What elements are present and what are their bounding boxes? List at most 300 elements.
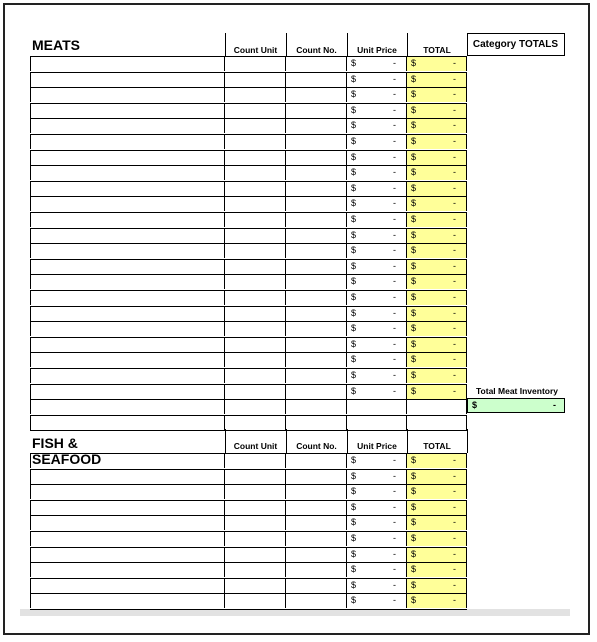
count-unit-cell[interactable]: [225, 453, 286, 468]
cell-value: -: [453, 338, 456, 349]
cell-value: -: [393, 167, 396, 178]
cell-value: -: [393, 595, 396, 606]
divider: [407, 429, 408, 453]
currency-symbol: $: [472, 400, 478, 410]
total-cell[interactable]: [407, 547, 467, 562]
count-unit-cell[interactable]: [225, 547, 286, 562]
cell-value: -: [453, 292, 456, 302]
currency-symbol: $: [411, 214, 417, 224]
total-cell[interactable]: [407, 368, 467, 383]
cell-value: -: [453, 323, 456, 334]
divider: [347, 33, 348, 56]
divider: [286, 33, 287, 56]
cell-value: -: [453, 136, 456, 146]
total-meat-inventory-label: Total Meat Inventory: [475, 386, 559, 396]
total-cell[interactable]: [407, 515, 467, 530]
currency-symbol: $: [351, 579, 357, 590]
currency-symbol: $: [351, 486, 357, 497]
total-cell[interactable]: [407, 274, 467, 289]
unit-price-cell[interactable]: [347, 337, 407, 352]
currency-symbol: $: [411, 338, 417, 349]
currency-symbol: $: [351, 548, 357, 559]
currency-symbol: $: [411, 182, 417, 193]
currency-symbol: $: [411, 167, 417, 178]
currency-symbol: $: [411, 548, 417, 559]
currency-symbol: $: [351, 470, 357, 481]
currency-symbol: $: [351, 58, 357, 68]
item-name-cell[interactable]: [30, 290, 225, 305]
divider: [286, 429, 287, 453]
count-no-cell[interactable]: [286, 415, 347, 430]
cell-value: -: [393, 455, 396, 465]
count-unit-cell[interactable]: [225, 337, 286, 352]
count-unit-cell[interactable]: [225, 368, 286, 383]
divider: [347, 429, 348, 453]
cell-value: -: [453, 307, 456, 318]
scrollbar[interactable]: [20, 609, 570, 616]
item-name-cell[interactable]: [30, 399, 225, 414]
count-unit-cell[interactable]: [225, 399, 286, 414]
currency-symbol: $: [351, 323, 357, 334]
cell-value: -: [453, 58, 456, 68]
count-unit-cell[interactable]: [225, 274, 286, 289]
unit-price-cell[interactable]: [347, 196, 407, 211]
count-unit-cell[interactable]: [225, 56, 286, 71]
count-unit-cell[interactable]: [225, 415, 286, 430]
cell-value: -: [393, 486, 396, 497]
cell-value: -: [393, 501, 396, 512]
currency-symbol: $: [411, 58, 417, 68]
total-cell[interactable]: [407, 72, 467, 87]
total-cell[interactable]: [407, 181, 467, 196]
fish-total-header: TOTAL: [423, 441, 451, 451]
item-name-cell[interactable]: [30, 103, 225, 118]
currency-symbol: $: [351, 229, 357, 240]
count-no-cell[interactable]: [286, 118, 347, 133]
item-name-cell[interactable]: [30, 515, 225, 530]
currency-symbol: $: [411, 579, 417, 590]
total-meat-inventory-value[interactable]: [467, 398, 565, 413]
cell-value: -: [453, 120, 456, 131]
count-unit-cell[interactable]: [225, 515, 286, 530]
item-name-cell[interactable]: [30, 56, 225, 71]
total-cell[interactable]: [407, 469, 467, 484]
total-cell[interactable]: [407, 453, 467, 468]
currency-symbol: $: [351, 104, 357, 115]
count-no-cell[interactable]: [286, 453, 347, 468]
total-cell[interactable]: [407, 212, 467, 227]
total-cell[interactable]: [407, 290, 467, 305]
unit-price-cell[interactable]: [347, 593, 407, 608]
meats-count-no-header: Count No.: [296, 45, 337, 55]
count-no-cell[interactable]: [286, 547, 347, 562]
cell-value: -: [453, 533, 456, 543]
count-unit-cell[interactable]: [225, 134, 286, 149]
count-unit-cell[interactable]: [225, 384, 286, 399]
cell-value: -: [393, 73, 396, 84]
count-no-cell[interactable]: [286, 469, 347, 484]
count-unit-cell[interactable]: [225, 228, 286, 243]
total-cell[interactable]: [407, 500, 467, 515]
currency-symbol: $: [411, 276, 417, 287]
currency-symbol: $: [411, 564, 417, 575]
cell-value: -: [393, 104, 396, 115]
currency-symbol: $: [351, 73, 357, 84]
unit-price-cell[interactable]: [347, 368, 407, 383]
cell-value: -: [393, 579, 396, 590]
item-name-cell[interactable]: [30, 352, 225, 367]
unit-price-cell[interactable]: [347, 352, 407, 367]
count-unit-cell[interactable]: [225, 562, 286, 577]
cell-value: -: [453, 214, 456, 224]
item-name-cell[interactable]: [30, 368, 225, 383]
item-name-cell[interactable]: [30, 72, 225, 87]
count-no-cell[interactable]: [286, 56, 347, 71]
currency-symbol: $: [411, 533, 417, 543]
total-cell[interactable]: [407, 593, 467, 608]
count-no-cell[interactable]: [286, 134, 347, 149]
currency-symbol: $: [411, 470, 417, 481]
cell-value: -: [393, 385, 396, 396]
currency-symbol: $: [351, 501, 357, 512]
total-cell[interactable]: [407, 384, 467, 399]
fish-unit-price-header: Unit Price: [357, 441, 397, 451]
cell-value: -: [393, 151, 396, 162]
currency-symbol: $: [351, 307, 357, 318]
total-cell[interactable]: [407, 196, 467, 211]
total-cell[interactable]: [407, 531, 467, 546]
item-name-cell[interactable]: [30, 165, 225, 180]
currency-symbol: $: [351, 338, 357, 349]
item-name-cell[interactable]: [30, 500, 225, 515]
total-cell[interactable]: [407, 337, 467, 352]
cell-value: -: [453, 89, 456, 100]
unit-price-cell[interactable]: [347, 259, 407, 274]
item-name-cell[interactable]: [30, 547, 225, 562]
currency-symbol: $: [351, 151, 357, 162]
cell-value: -: [453, 486, 456, 497]
count-no-cell[interactable]: [286, 259, 347, 274]
cell-value: -: [453, 564, 456, 575]
item-name-cell[interactable]: [30, 531, 225, 546]
count-unit-cell[interactable]: [225, 593, 286, 608]
unit-price-cell[interactable]: [347, 274, 407, 289]
cell-value: -: [393, 276, 396, 287]
unit-price-cell[interactable]: [347, 399, 407, 414]
cell-value: -: [393, 564, 396, 575]
cell-value: -: [453, 73, 456, 84]
total-cell[interactable]: [407, 150, 467, 165]
currency-symbol: $: [411, 151, 417, 162]
cell-value: -: [453, 470, 456, 481]
count-no-cell[interactable]: [286, 399, 347, 414]
currency-symbol: $: [351, 167, 357, 178]
currency-symbol: $: [351, 245, 357, 256]
cell-value: -: [453, 579, 456, 590]
count-no-cell[interactable]: [286, 150, 347, 165]
unit-price-cell[interactable]: [347, 500, 407, 515]
item-name-cell[interactable]: [30, 453, 225, 468]
cell-value: -: [393, 89, 396, 100]
unit-price-cell[interactable]: [347, 453, 407, 468]
cell-value: -: [393, 354, 396, 365]
total-cell[interactable]: [407, 321, 467, 336]
currency-symbol: $: [411, 486, 417, 497]
unit-price-cell[interactable]: [347, 72, 407, 87]
currency-symbol: $: [411, 89, 417, 100]
currency-symbol: $: [411, 73, 417, 84]
divider: [225, 33, 226, 56]
fish-count-unit-header: Count Unit: [233, 441, 278, 451]
currency-symbol: $: [411, 370, 417, 380]
count-no-cell[interactable]: [286, 337, 347, 352]
currency-symbol: $: [351, 214, 357, 224]
currency-symbol: $: [351, 517, 357, 528]
currency-symbol: $: [351, 370, 357, 380]
currency-symbol: $: [351, 354, 357, 365]
meats-count-unit-header: Count Unit: [233, 45, 278, 55]
cell-value: -: [393, 58, 396, 68]
unit-price-cell[interactable]: [347, 415, 407, 430]
unit-price-cell[interactable]: [347, 547, 407, 562]
total-cell[interactable]: [407, 165, 467, 180]
cell-value: -: [393, 214, 396, 224]
currency-symbol: $: [411, 307, 417, 318]
unit-price-cell[interactable]: [347, 384, 407, 399]
total-cell[interactable]: [407, 56, 467, 71]
count-unit-cell[interactable]: [225, 290, 286, 305]
count-unit-cell[interactable]: [225, 321, 286, 336]
item-name-cell[interactable]: [30, 243, 225, 258]
total-cell[interactable]: [407, 118, 467, 133]
count-unit-cell[interactable]: [225, 306, 286, 321]
unit-price-cell[interactable]: [347, 134, 407, 149]
count-no-cell[interactable]: [286, 384, 347, 399]
item-name-cell[interactable]: [30, 321, 225, 336]
currency-symbol: $: [411, 104, 417, 115]
cell-value: -: [393, 470, 396, 481]
total-cell[interactable]: [407, 87, 467, 102]
divider: [30, 430, 467, 431]
item-name-cell[interactable]: [30, 212, 225, 227]
unit-price-cell[interactable]: [347, 165, 407, 180]
currency-symbol: $: [411, 245, 417, 256]
cell-value: -: [393, 338, 396, 349]
currency-symbol: $: [351, 136, 357, 146]
total-cell[interactable]: [407, 399, 467, 414]
unit-price-cell[interactable]: [347, 243, 407, 258]
currency-symbol: $: [351, 89, 357, 100]
count-no-cell[interactable]: [286, 181, 347, 196]
cell-value: -: [393, 198, 396, 209]
count-no-cell[interactable]: [286, 290, 347, 305]
unit-price-cell[interactable]: [347, 56, 407, 71]
count-unit-cell[interactable]: [225, 72, 286, 87]
cell-value: -: [393, 245, 396, 256]
count-unit-cell[interactable]: [225, 212, 286, 227]
cell-value: -: [453, 455, 456, 465]
total-cell[interactable]: [407, 243, 467, 258]
cell-value: -: [453, 548, 456, 559]
cell-value: -: [393, 533, 396, 543]
currency-symbol: $: [411, 354, 417, 365]
currency-symbol: $: [411, 595, 417, 606]
count-no-cell[interactable]: [286, 243, 347, 258]
count-no-cell[interactable]: [286, 103, 347, 118]
unit-price-cell[interactable]: [347, 562, 407, 577]
count-no-cell[interactable]: [286, 368, 347, 383]
currency-symbol: $: [351, 276, 357, 287]
count-unit-cell[interactable]: [225, 469, 286, 484]
cell-value: -: [453, 370, 456, 380]
item-name-cell[interactable]: [30, 274, 225, 289]
unit-price-cell[interactable]: [347, 212, 407, 227]
cell-value: -: [453, 385, 456, 396]
item-name-cell[interactable]: [30, 384, 225, 399]
count-unit-cell[interactable]: [225, 531, 286, 546]
count-unit-cell[interactable]: [225, 578, 286, 593]
item-name-cell[interactable]: [30, 562, 225, 577]
currency-symbol: $: [411, 120, 417, 131]
item-name-cell[interactable]: [30, 306, 225, 321]
item-name-cell[interactable]: [30, 181, 225, 196]
total-cell[interactable]: [407, 306, 467, 321]
item-name-cell[interactable]: [30, 578, 225, 593]
count-unit-cell[interactable]: [225, 181, 286, 196]
cell-value: -: [393, 548, 396, 559]
cell-value: -: [393, 370, 396, 380]
item-name-cell[interactable]: [30, 87, 225, 102]
count-unit-cell[interactable]: [225, 103, 286, 118]
currency-symbol: $: [351, 385, 357, 396]
item-name-cell[interactable]: [30, 118, 225, 133]
item-name-cell[interactable]: [30, 259, 225, 274]
divider: [467, 429, 468, 453]
cell-value: -: [453, 198, 456, 209]
unit-price-cell[interactable]: [347, 118, 407, 133]
count-no-cell[interactable]: [286, 562, 347, 577]
unit-price-cell[interactable]: [347, 228, 407, 243]
category-totals-header: Category TOTALS: [467, 33, 565, 56]
count-no-cell[interactable]: [286, 484, 347, 499]
total-cell[interactable]: [407, 134, 467, 149]
total-cell[interactable]: [407, 562, 467, 577]
cell-value: -: [453, 595, 456, 606]
count-no-cell[interactable]: [286, 165, 347, 180]
item-name-cell[interactable]: [30, 469, 225, 484]
unit-price-cell[interactable]: [347, 150, 407, 165]
unit-price-cell[interactable]: [347, 306, 407, 321]
total-cell[interactable]: [407, 352, 467, 367]
count-no-cell[interactable]: [286, 593, 347, 608]
count-no-cell[interactable]: [286, 321, 347, 336]
currency-symbol: $: [411, 260, 417, 271]
count-no-cell[interactable]: [286, 228, 347, 243]
meats-title: MEATS: [32, 37, 80, 53]
count-unit-cell[interactable]: [225, 243, 286, 258]
count-unit-cell[interactable]: [225, 484, 286, 499]
item-name-cell[interactable]: [30, 196, 225, 211]
currency-symbol: $: [351, 260, 357, 271]
cell-value: -: [393, 260, 396, 271]
total-cell[interactable]: [407, 103, 467, 118]
count-no-cell[interactable]: [286, 578, 347, 593]
divider: [225, 429, 226, 453]
cell-value: -: [453, 182, 456, 193]
cell-value: -: [393, 182, 396, 193]
unit-price-cell[interactable]: [347, 469, 407, 484]
count-no-cell[interactable]: [286, 500, 347, 515]
fish-title: FISH & SEAFOOD: [32, 435, 102, 467]
currency-symbol: $: [411, 385, 417, 396]
cell-value: -: [453, 229, 456, 240]
currency-symbol: $: [351, 533, 357, 543]
count-no-cell[interactable]: [286, 531, 347, 546]
count-no-cell[interactable]: [286, 87, 347, 102]
unit-price-cell[interactable]: [347, 578, 407, 593]
unit-price-cell[interactable]: [347, 103, 407, 118]
unit-price-cell[interactable]: [347, 531, 407, 546]
currency-symbol: $: [411, 517, 417, 528]
total-cell[interactable]: [407, 228, 467, 243]
unit-price-cell[interactable]: [347, 484, 407, 499]
count-unit-cell[interactable]: [225, 259, 286, 274]
cell-value: -: [453, 276, 456, 287]
cell-value: -: [393, 517, 396, 528]
item-name-cell[interactable]: [30, 484, 225, 499]
count-no-cell[interactable]: [286, 212, 347, 227]
item-name-cell[interactable]: [30, 134, 225, 149]
currency-symbol: $: [351, 292, 357, 302]
count-unit-cell[interactable]: [225, 118, 286, 133]
currency-symbol: $: [411, 501, 417, 512]
total-cell[interactable]: [407, 578, 467, 593]
unit-price-cell[interactable]: [347, 87, 407, 102]
meats-unit-price-header: Unit Price: [357, 45, 397, 55]
count-no-cell[interactable]: [286, 515, 347, 530]
item-name-cell[interactable]: [30, 337, 225, 352]
count-unit-cell[interactable]: [225, 500, 286, 515]
unit-price-cell[interactable]: [347, 181, 407, 196]
cell-value: -: [453, 501, 456, 512]
total-cell[interactable]: [407, 415, 467, 430]
count-no-cell[interactable]: [286, 196, 347, 211]
cell-value: -: [393, 292, 396, 302]
unit-price-cell[interactable]: [347, 515, 407, 530]
count-unit-cell[interactable]: [225, 352, 286, 367]
total-cell[interactable]: [407, 484, 467, 499]
currency-symbol: $: [411, 229, 417, 240]
count-unit-cell[interactable]: [225, 87, 286, 102]
count-unit-cell[interactable]: [225, 150, 286, 165]
item-name-cell[interactable]: [30, 150, 225, 165]
item-name-cell[interactable]: [30, 593, 225, 608]
count-unit-cell[interactable]: [225, 196, 286, 211]
unit-price-cell[interactable]: [347, 321, 407, 336]
total-cell[interactable]: [407, 259, 467, 274]
divider: [30, 609, 467, 610]
count-no-cell[interactable]: [286, 72, 347, 87]
count-no-cell[interactable]: [286, 352, 347, 367]
count-no-cell[interactable]: [286, 306, 347, 321]
item-name-cell[interactable]: [30, 415, 225, 430]
unit-price-cell[interactable]: [347, 290, 407, 305]
count-no-cell[interactable]: [286, 274, 347, 289]
count-unit-cell[interactable]: [225, 165, 286, 180]
cell-value: -: [453, 354, 456, 365]
item-name-cell[interactable]: [30, 228, 225, 243]
cell-value: -: [393, 229, 396, 240]
